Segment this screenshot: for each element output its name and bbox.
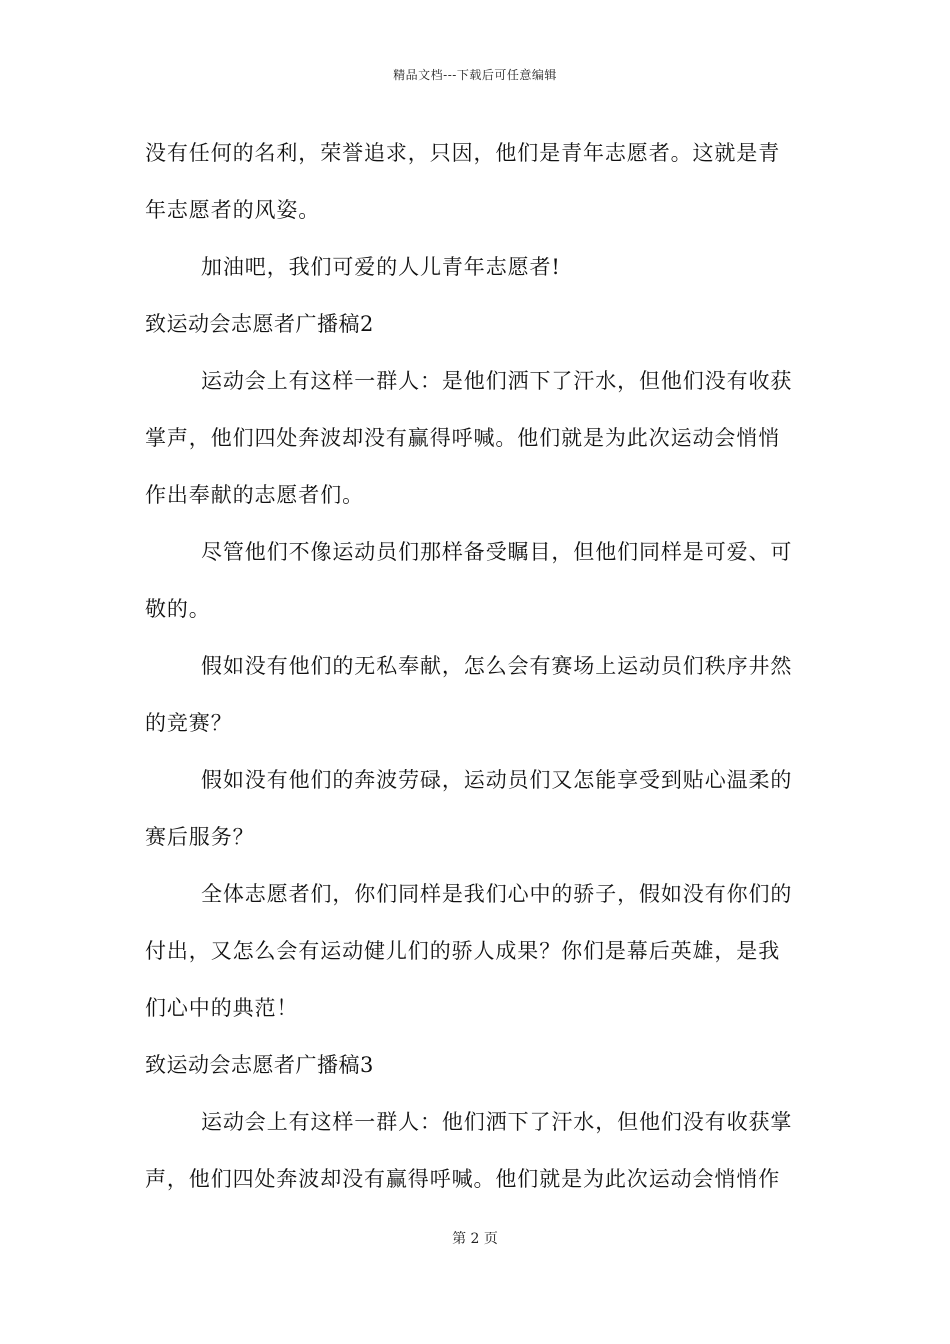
text-line: 年志愿者的风姿。 <box>145 198 321 222</box>
page-number: 第 2 页 <box>452 1231 498 1247</box>
text-line: 没有任何的名利，荣誉追求，只因，他们是青年志愿者。这就是青 <box>145 141 781 165</box>
text-line: 假如没有他们的奔波劳碌，运动员们又怎能享受到贴心温柔的 <box>201 768 793 792</box>
text-line: 全体志愿者们，你们同样是我们心中的骄子，假如没有你们的 <box>201 882 793 906</box>
text-line: 的竞赛？ <box>145 711 233 735</box>
text-line: 付出，又怎么会有运动健儿们的骄人成果？你们是幕后英雄，是我 <box>145 939 781 963</box>
document-body <box>145 125 807 1208</box>
text-line: 作出奉献的志愿者们。 <box>145 483 364 507</box>
text-line: 运动会上有这样一群人：是他们洒下了汗水，但他们没有收获 <box>201 369 793 393</box>
text-line: 尽管他们不像运动员们那样备受瞩目，但他们同样是可爱、可 <box>201 540 793 564</box>
page-header: 精品文档---下载后可任意编辑 <box>393 68 557 82</box>
text-line: 运动会上有这样一群人：他们洒下了汗水，但他们没有收获掌 <box>201 1110 793 1134</box>
text-line: 声，他们四处奔波却没有赢得呼喊。他们就是为此次运动会悄悄作 <box>145 1167 781 1191</box>
text-line: 加油吧，我们可爱的人儿青年志愿者! <box>201 255 561 279</box>
text-line: 敬的。 <box>145 597 211 621</box>
text-line: 们心中的典范！ <box>145 996 299 1020</box>
text-line: 赛后服务？ <box>145 825 255 849</box>
text-line: 假如没有他们的无私奉献，怎么会有赛场上运动员们秩序井然 <box>201 654 793 678</box>
section-title: 致运动会志愿者广播稿3 <box>145 1053 374 1077</box>
text-line: 掌声，他们四处奔波却没有赢得呼喊。他们就是为此次运动会悄悄 <box>145 426 781 450</box>
section-title: 致运动会志愿者广播稿2 <box>145 312 374 336</box>
